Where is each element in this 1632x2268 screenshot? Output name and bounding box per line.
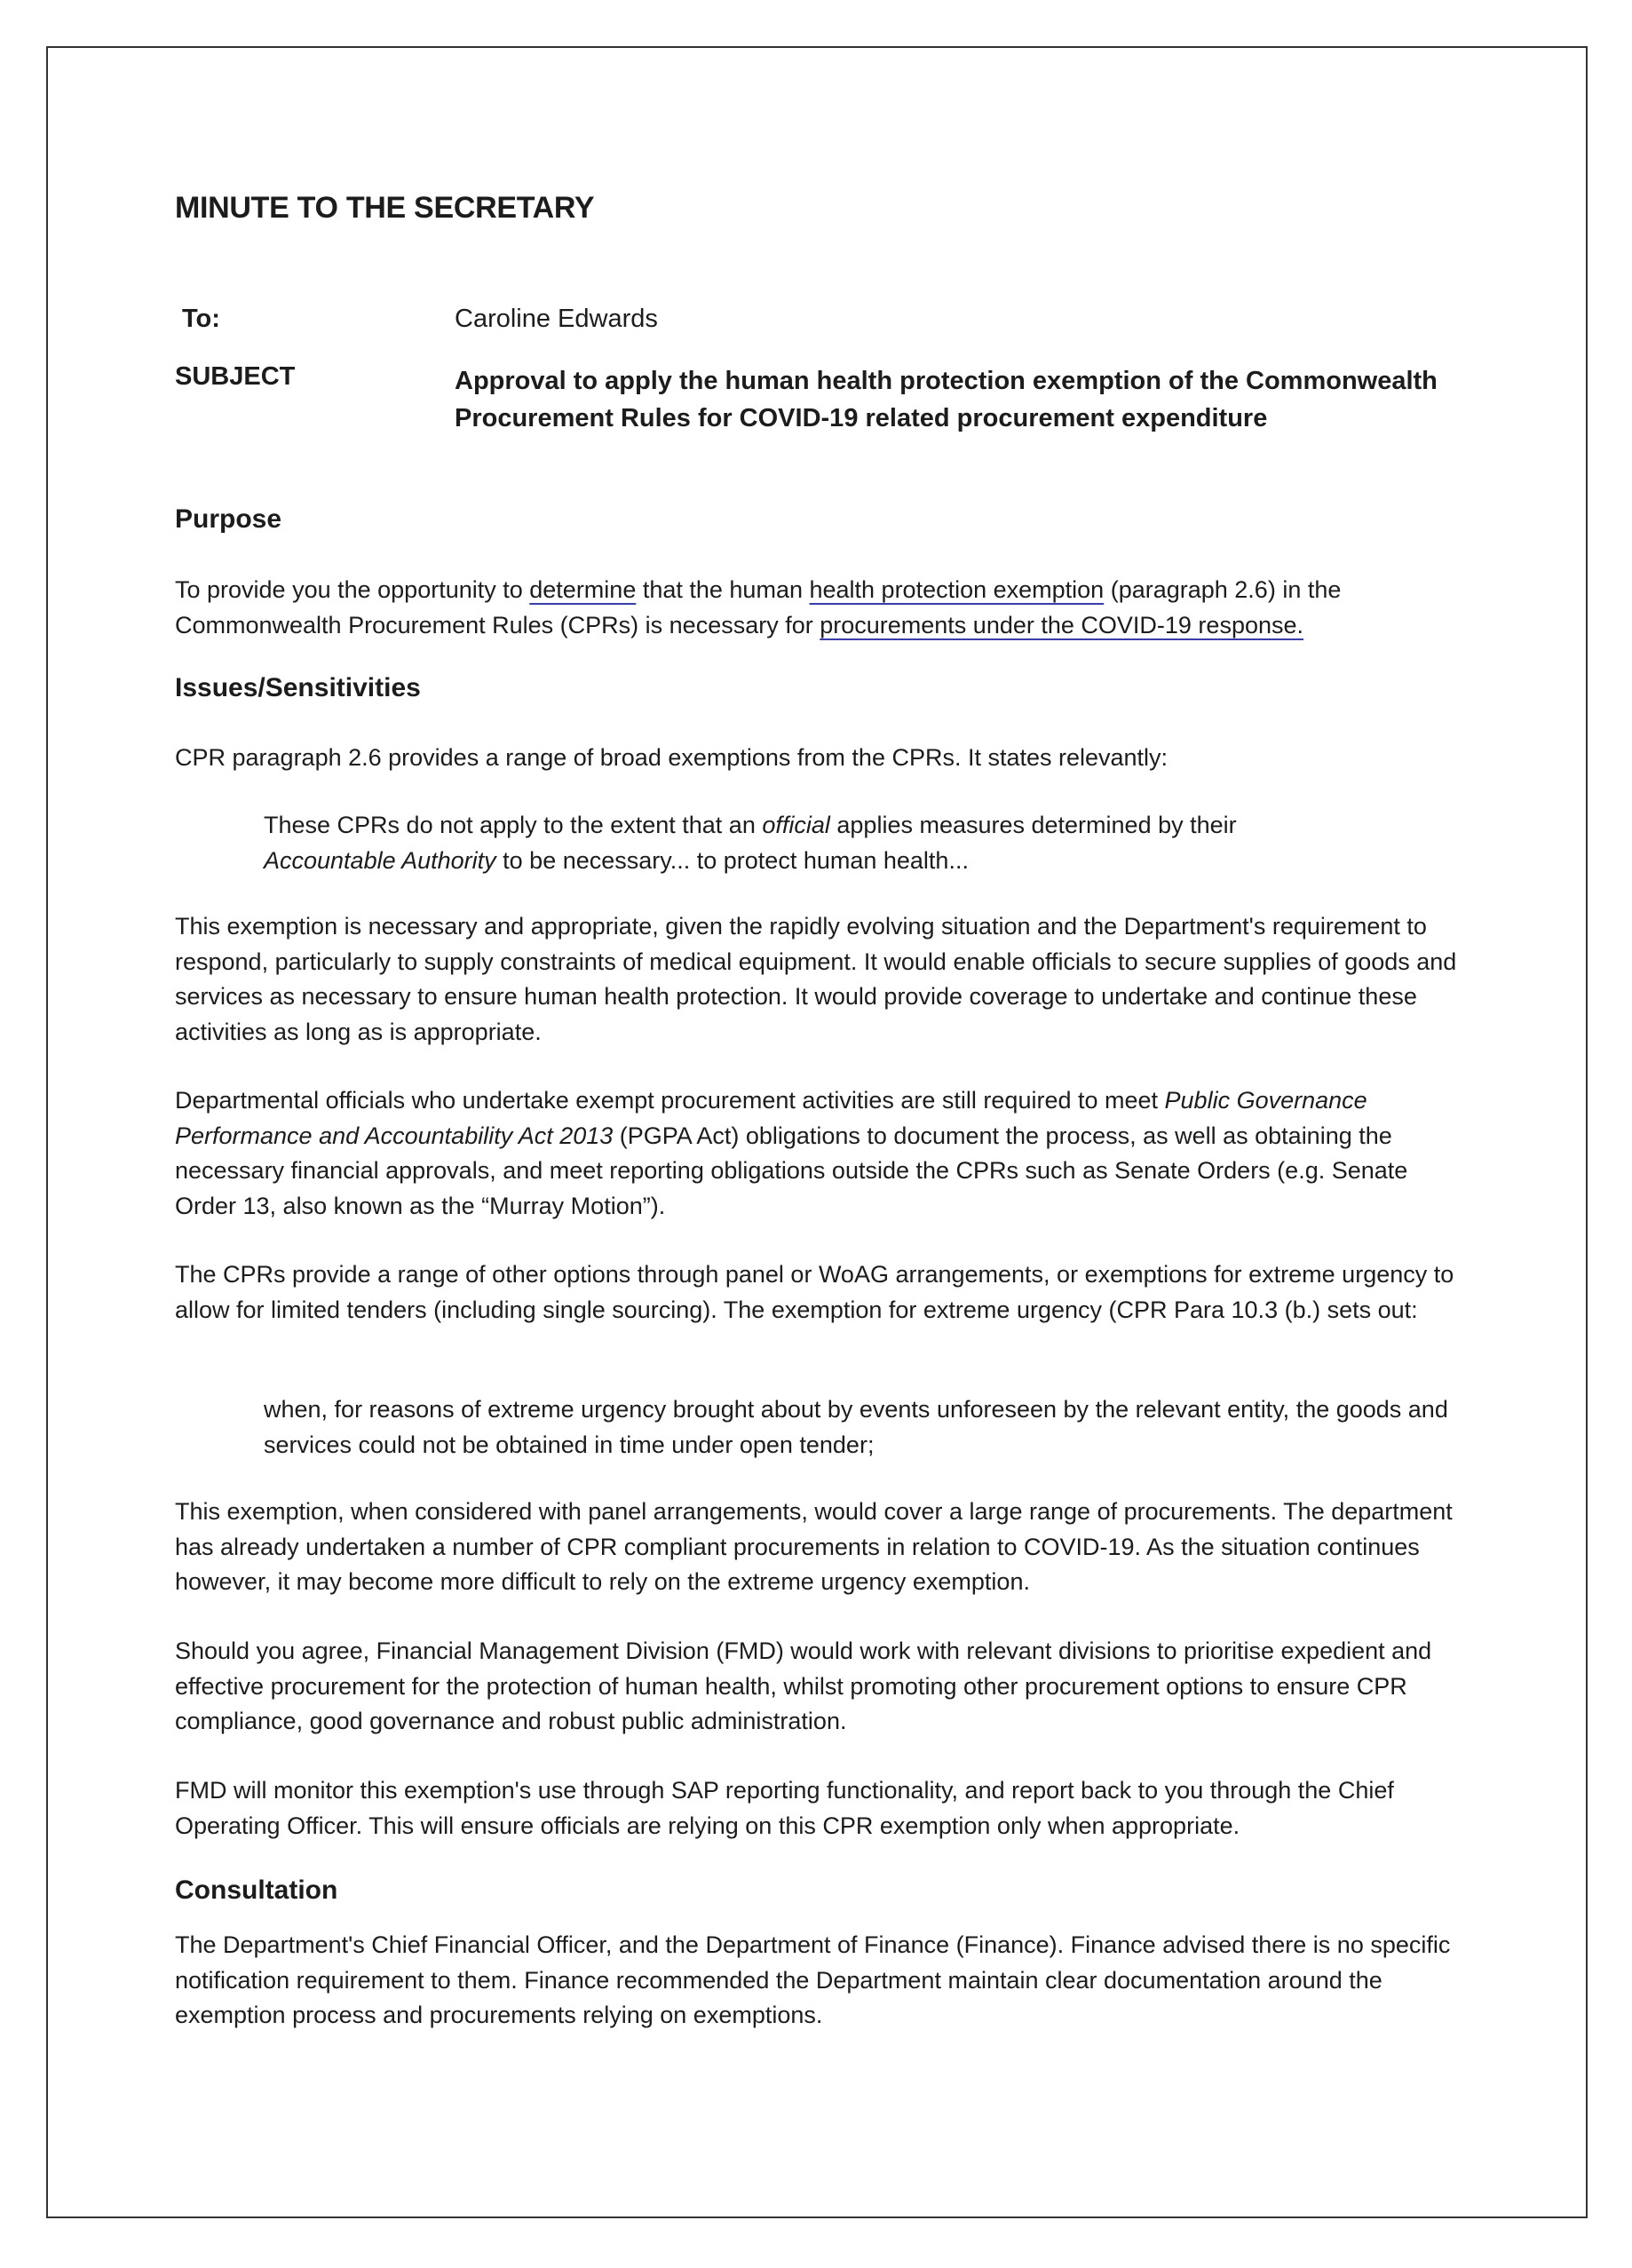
issues-paragraph-1: This exemption is necessary and appropriate, given the rapidly evolving situation and the Department's requirement to respond, particularly to supply constraints of medical equipment. It would enable officials to secure supplies of goods and services as necessary to ensure human health protection. It would provide coverage to undertake and continue these activities as long as is appropriate.	[175, 913, 1457, 1045]
issues-paragraph-6: FMD will monitor this exemption's use through SAP reporting functionality, and report back to you through the Chief Operating Officer. This will ensure officials are relying on this CPR exemption only when appropriate.	[175, 1777, 1394, 1839]
quote-cpr-2-6: These CPRs do not apply to the extent that an official applies measures determined by their Accountable Authority to be necessary... to protect human health...	[264, 812, 1237, 874]
issues-paragraph-4: This exemption, when considered with panel arrangements, would cover a large range of procurements. The department has already undertaken a number of CPR compliant procurements in relation to COVID-19. As the situation continues however, it may become more difficult to rely on the extreme urgency exemption.	[175, 1498, 1453, 1595]
consultation-heading: Consultation	[175, 1875, 338, 1905]
to-value: Caroline Edwards	[455, 305, 658, 333]
consultation-paragraph: The Department's Chief Financial Officer, and the Department of Finance (Finance). Finance advised there is no specific notification requirement to them. Finance recommended the Department maintain clear documentation around the exemption process and procurements relying on exemptions.	[175, 1931, 1451, 2028]
subject-value: Approval to apply the human health protection exemption of the Commonwealth Procurement Rules for COVID-19 related procurement expenditure	[455, 367, 1438, 432]
issues-paragraph-3: The CPRs provide a range of other options through panel or WoAG arrangements, or exemptions for extreme urgency to allow for limited tenders (including single sourcing). The exemption for extreme urgency (CPR Para 10.3 (b.) sets out:	[175, 1261, 1454, 1323]
purpose-paragraph: To provide you the opportunity to determine that the human health protection exemption (paragraph 2.6) in the Commonwealth Procurement Rules (CPRs) is necessary for procurements under the COVID-19 response.	[175, 576, 1342, 638]
issues-intro: CPR paragraph 2.6 provides a range of broad exemptions from the CPRs. It states relevantly:	[175, 744, 1169, 771]
subject-label: SUBJECT	[175, 362, 296, 391]
issues-paragraph-5: Should you agree, Financial Management Division (FMD) would work with relevant divisions to prioritise expedient and effective procurement for the protection of human health, whilst promoting other procurement options to ensure CPR compliance, good governance and robust public administration.	[175, 1638, 1432, 1734]
quote-cpr-10-3: when, for reasons of extreme urgency brought about by events unforeseen by the relevant entity, the goods and services could not be obtained in time under open tender;	[264, 1396, 1448, 1458]
to-label: To:	[182, 305, 220, 333]
handwritten-underline-covid-response: procurements under the COVID-19 response.	[820, 611, 1304, 638]
issues-heading: Issues/Sensitivities	[175, 673, 421, 702]
handwritten-underline-exemption: health protection exemption	[809, 576, 1105, 603]
document-title: MINUTE TO THE SECRETARY	[175, 191, 595, 225]
handwritten-underline-determine: determine	[529, 576, 637, 603]
issues-paragraph-2: Departmental officials who undertake exempt procurement activities are still required to meet Public Governance Performance and Accountability Act 2013 (PGPA Act) obligations to document the process, as well as obtaining the necessary financial approvals, and meet reporting obligations outside the CPRs such as Senate Orders (e.g. Senate Order 13, also known as the “Murray Motion”).	[175, 1087, 1408, 1219]
purpose-heading: Purpose	[175, 504, 282, 534]
